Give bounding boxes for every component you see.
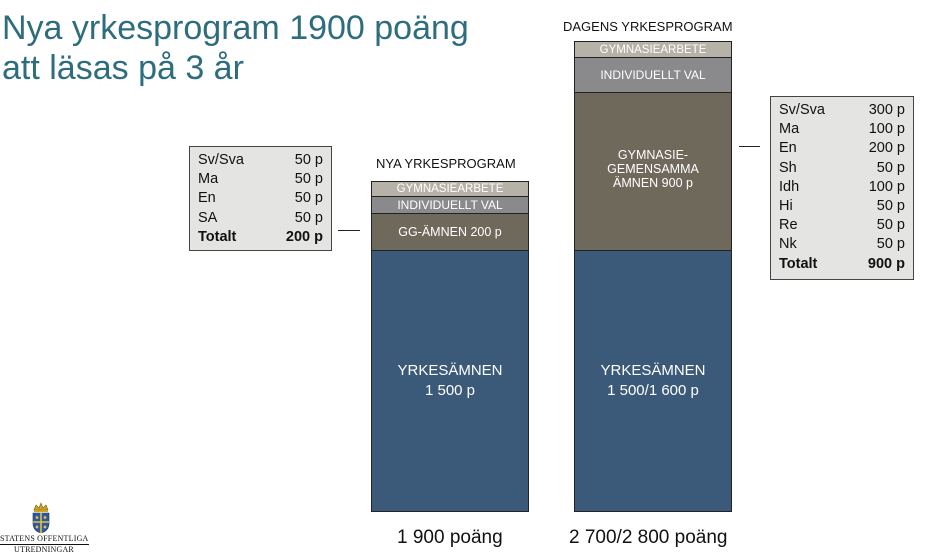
new-gymnasiearbete-segment: GYMNASIEARBETE — [371, 181, 529, 197]
title-line-2: att läsas på 3 år — [2, 49, 244, 87]
new-breakdown-total-row: Totalt 200 p — [198, 228, 323, 245]
current-breakdown-row: Ma 100 p — [779, 121, 905, 138]
current-gemensamma-line-3: ÄMNEN 900 p — [613, 176, 693, 190]
current-breakdown-row: Sv/Sva 300 p — [779, 102, 905, 118]
new-yrkesamnen-segment — [371, 251, 529, 512]
current-program-header: DAGENS YRKESPROGRAM — [563, 19, 733, 34]
current-gemensamma-line-1: GYMNASIE- — [617, 148, 689, 162]
current-breakdown-box — [770, 96, 914, 280]
new-breakdown-row: En 50 p — [198, 190, 323, 207]
current-gymnasiearbete-segment: GYMNASIEARBETE — [574, 41, 732, 58]
new-breakdown-row: Ma 50 p — [198, 171, 323, 188]
new-individuellt-val-segment: INDIVIDUELLT VAL — [371, 197, 529, 214]
new-breakdown-box — [189, 146, 332, 251]
new-yrkesamnen-points: 1 500 p — [424, 382, 476, 399]
current-program-bar — [574, 41, 732, 512]
current-breakdown-row: Sh 50 p — [779, 159, 905, 176]
new-program-bar — [371, 181, 529, 512]
new-yrkesamnen-label: YRKESÄMNEN — [397, 362, 503, 379]
current-breakdown-row: Hi 50 p — [779, 198, 905, 215]
new-breakdown-connector — [338, 230, 360, 231]
current-yrkesamnen-label: YRKESÄMNEN — [600, 362, 706, 379]
title-line-1: Nya yrkesprogram 1900 poäng — [2, 9, 469, 47]
logo-line-1: STATENS OFFENTLIGA — [0, 534, 89, 543]
logo-text — [0, 534, 89, 554]
current-yrkesamnen-segment — [574, 251, 732, 512]
current-breakdown-row: Re 50 p — [779, 217, 905, 234]
current-breakdown-row: Nk 50 p — [779, 236, 905, 253]
slide-title — [2, 8, 469, 88]
new-program-header: NYA YRKESPROGRAM — [376, 156, 516, 171]
current-gemensamma-line-2: GEMENSAMMA — [607, 162, 699, 176]
current-breakdown-total-row: Totalt 900 p — [779, 255, 905, 272]
logo-line-2: UTREDNINGAR — [14, 545, 74, 554]
new-gg-amnen-segment: GG-ÄMNEN 200 p — [371, 214, 529, 251]
sou-logo — [0, 500, 92, 556]
new-program-total: 1 900 poäng — [397, 527, 503, 548]
current-yrkesamnen-points: 1 500/1 600 p — [607, 382, 699, 399]
current-breakdown-row: En 200 p — [779, 140, 905, 157]
new-breakdown-row: Sv/Sva 50 p — [198, 152, 323, 168]
current-breakdown-connector — [739, 146, 760, 147]
current-individuellt-val-segment: INDIVIDUELLT VAL — [574, 58, 732, 93]
current-program-total: 2 700/2 800 poäng — [569, 527, 728, 548]
current-breakdown-row: Idh 100 p — [779, 178, 905, 195]
new-breakdown-row: SA 50 p — [198, 209, 323, 226]
current-gemensamma-segment — [574, 93, 732, 251]
coat-of-arms-icon — [30, 502, 52, 534]
